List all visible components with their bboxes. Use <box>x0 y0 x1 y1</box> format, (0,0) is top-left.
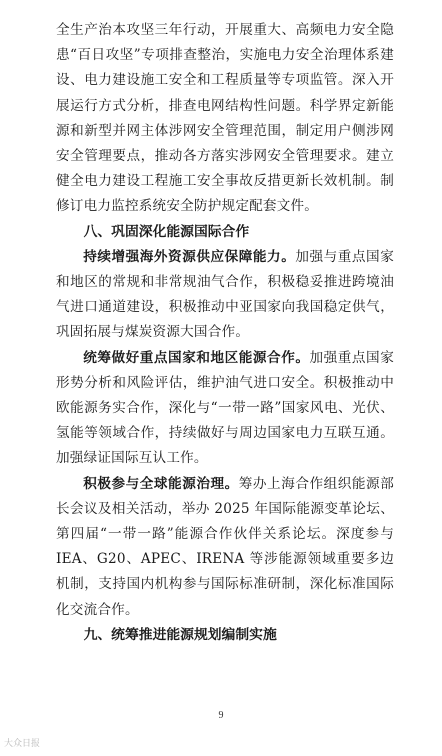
paragraph-global-governance <box>56 472 394 623</box>
paragraph-text: 加强与重点国家和地区的常规和非常规油气合作，积极稳妥推进跨境油气进口通道建设，积极推动中亚国家向我国稳定供气，巩固拓展与煤炭资源大国合作。 <box>56 248 394 341</box>
paragraph-lead: 持续增强海外资源供应保障能力。 <box>83 248 296 265</box>
paragraph-safety <box>56 18 394 220</box>
paragraph-lead: 积极参与全球能源治理。 <box>83 475 239 492</box>
paragraph-text: 加强重点国家形势分析和风险评估，维护油气进口安全。积极推动中欧能源务实合作，深化与“一带一路”国家风电、光伏、氢能等领域合作，持续做好与周边国家电力互联互通。加强绿证国际互认工作。 <box>56 349 394 467</box>
section-heading-9: 九、统筹推进能源规划编制实施 <box>83 626 277 643</box>
paragraph-text: 筹办上海合作组织能源部长会议及相关活动，举办 2025 年国际能源变革论坛、第四届“一带一路”能源合作伙伴关系论坛。深度参与 IEA、G20、APEC、IRENA 等涉能源领域重要多边机制，支持国内机构参与国际标准研制，深化标准国际化交流合作。 <box>56 475 394 618</box>
paragraph-text: 全生产治本攻坚三年行动，开展重大、高频电力安全隐患“百日攻坚”专项排查整治，实施电力安全治理体系建设、电力建设施工安全和工程质量等专项监管。深入开展运行方式分析，排查电网结构性问题。科学界定新能源和新型并网主体涉网安全管理范围，制定用户侧涉网安全管理要点，推动各方落实涉网安全管理要求。建立健全电力建设工程施工安全事故反措更新长效机制。制修订电力监控系统安全防护规定配套文件。 <box>56 22 394 215</box>
paragraph-lead: 统筹做好重点国家和地区能源合作。 <box>83 349 310 366</box>
paragraph-overseas-supply <box>56 245 394 346</box>
document-page <box>56 18 394 648</box>
paragraph-key-countries <box>56 346 394 472</box>
page-number: 9 <box>218 710 224 721</box>
section-heading-8: 八、巩固深化能源国际合作 <box>83 223 250 240</box>
watermark-logo: 大众日报 <box>4 739 41 749</box>
